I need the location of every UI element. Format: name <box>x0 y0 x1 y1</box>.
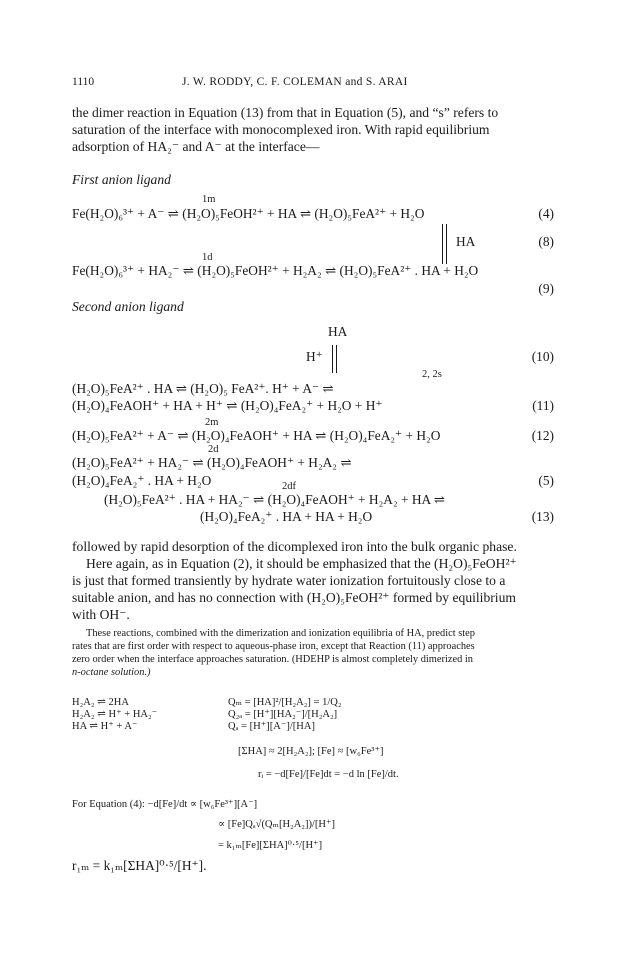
note-line-2: rates that are first order with respect to aqueous-phase iron, except that Reaction (11) approaches <box>72 641 475 652</box>
quotient-3: Qₐ = [H⁺][A⁻]/[HA] <box>228 721 315 732</box>
note-line-1: These reactions, combined with the dimerization and ionization equilibria of HA, predict step <box>86 628 475 639</box>
equation-12: (H₂O)₅FeA²⁺ + A⁻ ⇌ (H₂O)₄FeAOH⁺ + HA ⇌ (H₂O)₄FeA₂⁺ + H₂O <box>72 428 441 443</box>
intro-line-1: the dimer reaction in Equation (13) from that in Equation (5), and “s” refers to <box>72 105 499 120</box>
equation-10-ha: HA <box>328 324 348 339</box>
running-head-authors: J. W. RODDY, C. F. COLEMAN and S. ARAI <box>182 76 408 88</box>
equation-13-number: (13) <box>531 509 554 524</box>
sum-relation: [ΣHA] ≈ 2[H₂A₂]; [Fe] ≈ [w₆Fe³⁺] <box>238 746 384 757</box>
equation-10-number: (10) <box>531 349 554 364</box>
eq10-arrow-up <box>332 345 333 373</box>
equilibrium-3: HA ⇌ H⁺ + A⁻ <box>72 721 138 732</box>
equation-8-number: (8) <box>538 234 554 249</box>
intro-line-3: adsorption of HA₂⁻ and A⁻ at the interface— <box>72 139 320 154</box>
equation-4: Fe(H₂O)₆³⁺ + A⁻ ⇌ (H₂O)₅FeOH²⁺ + HA ⇌ (H₂O)₅FeA²⁺ + H₂O <box>72 206 425 221</box>
equation-8-ha: HA <box>456 234 476 249</box>
page-number: 1110 <box>72 76 95 88</box>
equilibrium-1: H₂A₂ ⇌ 2HA <box>72 697 129 708</box>
equation-5-line-2: (H₂O)₄FeA₂⁺ . HA + H₂O <box>72 473 212 488</box>
equation-13-line-1: (H₂O)₅FeA²⁺ . HA + HA₂⁻ ⇌ (H₂O)₄FeAOH⁺ + H₂A₂ + HA ⇌ <box>104 492 446 507</box>
equation-12-number: (12) <box>531 428 554 443</box>
eq13-rate-label: 2df <box>282 481 296 492</box>
second-anion-heading: Second anion ligand <box>72 299 184 314</box>
equation-11-line-2: (H₂O)₄FeAOH⁺ + HA + H⁺ ⇌ (H₂O)₄FeA₂⁺ + H₂O + H⁺ <box>72 398 383 413</box>
para2-line-1: followed by rapid desorption of the dicomplexed iron into the bulk organic phase. <box>72 539 517 554</box>
rate-definition: rᵢ = −d[Fe]/[Fe]dt = −d ln [Fe]/dt. <box>258 769 399 780</box>
eq4-rate-label: 1m <box>202 194 216 205</box>
final-rate-equation: r₁ₘ = k₁ₘ[ΣHA]⁰·⁵/[H⁺]. <box>72 858 207 873</box>
eq5-rate-label: 2d <box>208 444 219 455</box>
equation-9: Fe(H₂O)₆³⁺ + HA₂⁻ ⇌ (H₂O)₅FeOH²⁺ + H₂A₂ ⇌ (H₂O)₅FeA²⁺ . HA + H₂O <box>72 263 479 278</box>
eq4-derivation-line-2: ∝ [Fe]Qₐ√(Qₘ[H₂A₂])/[H⁺] <box>218 819 335 830</box>
eq9-rate-label: 1d <box>202 252 213 263</box>
equation-13-line-2: (H₂O)₄FeA₂⁺ . HA + HA + H₂O <box>200 509 373 524</box>
eq12-rate-label: 2m <box>205 417 219 428</box>
eq8-arrow-right <box>446 224 447 264</box>
equilibrium-2: H₂A₂ ⇌ H⁺ + HA₂⁻ <box>72 709 158 720</box>
eq8-arrow-left <box>442 224 443 264</box>
equation-11-line-1: (H₂O)₅FeA²⁺ . HA ⇌ (H₂O)₅ FeA²⁺. H⁺ + A⁻ ⇌ <box>72 381 334 396</box>
eq4-derivation-line-1: For Equation (4): −d[Fe]/dt ∝ [w₆Fe³⁺][A⁻] <box>72 799 258 810</box>
equation-10-h: H⁺ <box>306 349 323 364</box>
note-line-4: n-octane solution.) <box>72 667 151 678</box>
equation-5-number: (5) <box>538 473 554 488</box>
intro-line-2: saturation of the interface with monocomplexed iron. With rapid equilibrium <box>72 122 490 137</box>
eq11-rate-label: 2, 2s <box>422 369 442 380</box>
para2-line-4: suitable anion, and has no connection with (H₂O)₅FeOH²⁺ formed by equilibrium <box>72 590 516 605</box>
para2-line-2: Here again, as in Equation (2), it should be emphasized that the (H₂O)₅FeOH²⁺ <box>86 556 517 571</box>
first-anion-heading: First anion ligand <box>72 172 171 187</box>
para2-line-5: with OH⁻. <box>72 607 130 622</box>
quotient-1: Qₘ = [HA]²/[H₂A₂] = 1/Q₂ <box>228 697 342 708</box>
equation-9-number: (9) <box>538 281 554 296</box>
para2-line-3: is just that formed transiently by hydrate water ionization fortuitously close to a <box>72 573 506 588</box>
equation-4-number: (4) <box>538 206 554 221</box>
eq10-arrow-down <box>336 345 337 373</box>
equation-11-number: (11) <box>532 398 554 413</box>
note-line-3: zero order when the interface approaches saturation. (HDEHP is almost completely dimerized in <box>72 654 473 665</box>
eq4-derivation-line-3: = k₁ₘ[Fe][ΣHA]⁰·⁵/[H⁺] <box>218 840 323 851</box>
equation-5-line-1: (H₂O)₅FeA²⁺ + HA₂⁻ ⇌ (H₂O)₄FeAOH⁺ + H₂A₂ ⇌ <box>72 455 352 470</box>
quotient-2: Q₂ₐ = [H⁺][HA₂⁻]/[H₂A₂] <box>228 709 338 720</box>
